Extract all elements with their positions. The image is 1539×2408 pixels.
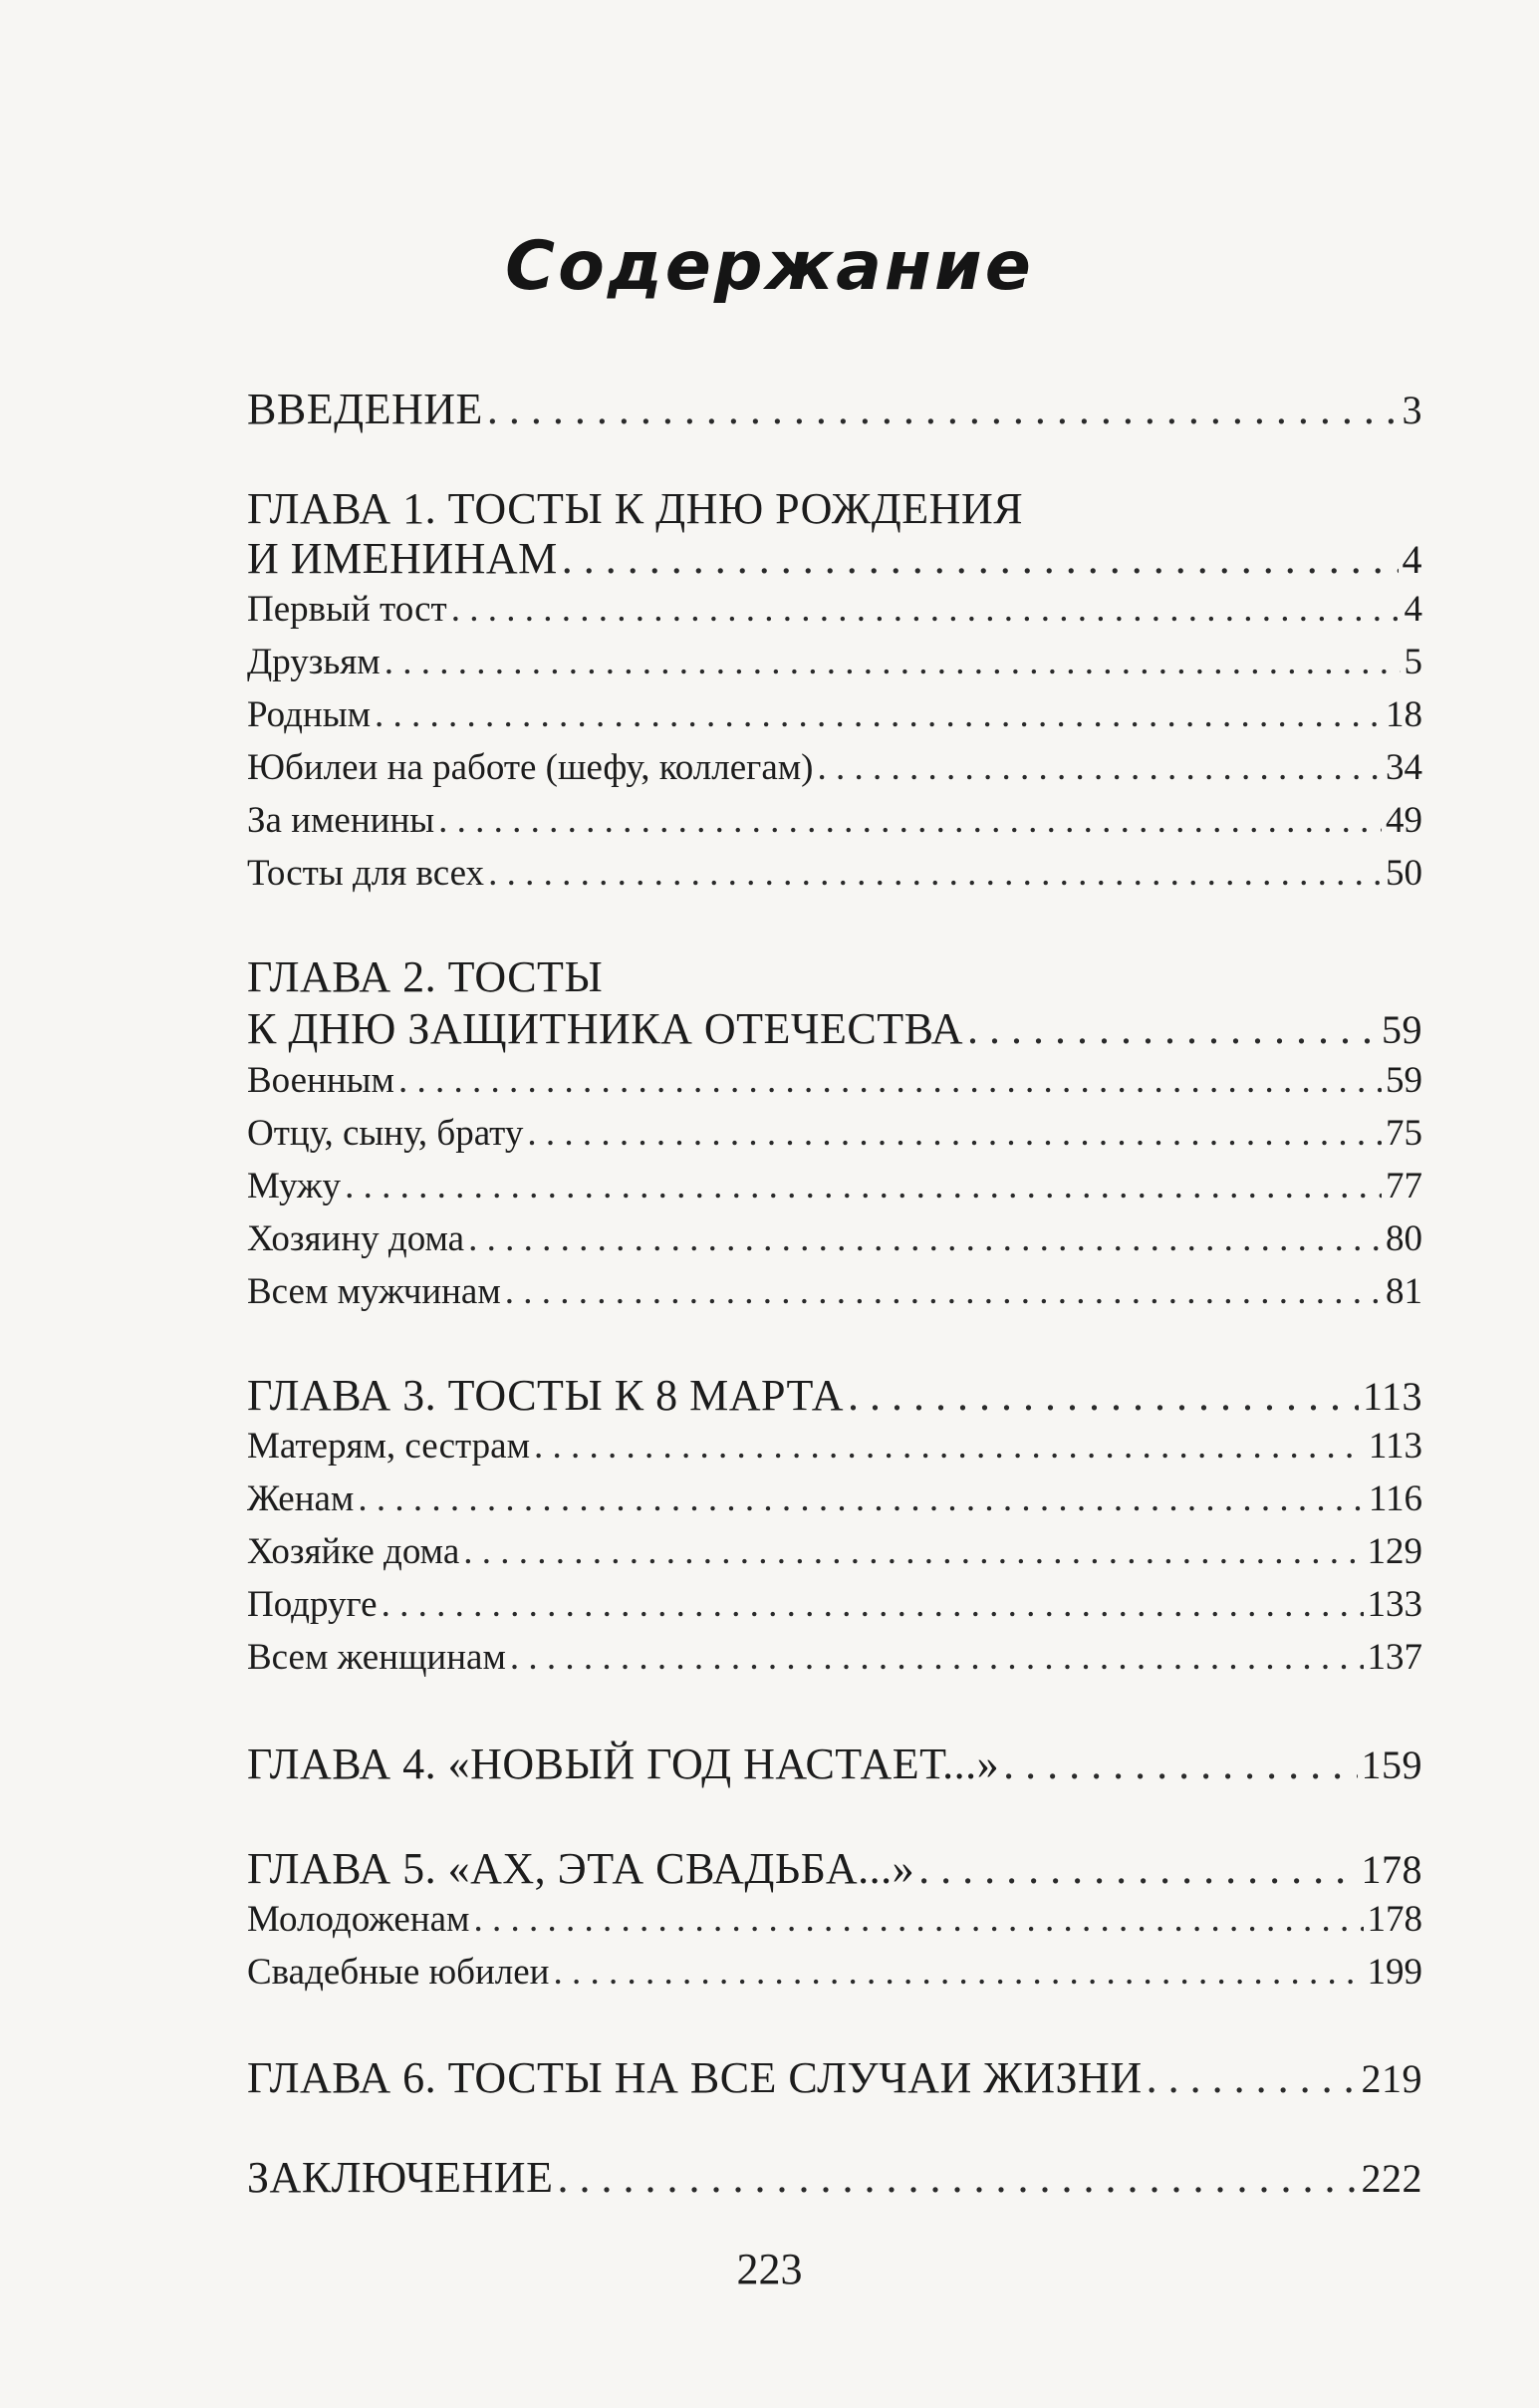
toc-entry[interactable] (247, 1636, 1422, 1679)
entry-page: 3 (1402, 388, 1422, 432)
entry-label: Всем женщинам (247, 1637, 506, 1678)
entry-page: 113 (1362, 1374, 1422, 1419)
entry-label: Родным (247, 694, 371, 735)
dot-leader (510, 1636, 1364, 1679)
entry-label: Молодоженам (247, 1899, 470, 1940)
entry-label: Подруге (247, 1584, 378, 1625)
entry-page: 137 (1367, 1637, 1422, 1678)
entry-page: 4 (1404, 589, 1422, 630)
entry-label: К ДНЮ ЗАЩИТНИКА ОТЕЧЕСТВА (247, 1004, 963, 1053)
dot-leader (463, 1530, 1363, 1573)
entry-label: ВВЕДЕНИЕ (247, 385, 483, 433)
toc-entry-chapter-6[interactable] (247, 2052, 1422, 2103)
dot-leader (468, 1217, 1382, 1260)
toc-entry-conclusion[interactable] (247, 2152, 1422, 2203)
entry-page: 77 (1386, 1166, 1422, 1206)
toc-entry[interactable] (247, 1270, 1422, 1313)
toc-entry[interactable] (247, 1165, 1422, 1207)
entry-label: За именины (247, 800, 435, 841)
dot-leader (345, 1165, 1382, 1207)
toc-entry[interactable] (247, 693, 1422, 736)
toc-entry[interactable] (247, 799, 1422, 842)
page-number: 223 (736, 2245, 803, 2293)
entry-page: 18 (1386, 694, 1422, 735)
entry-label: Мужу (247, 1166, 342, 1206)
dot-leader (451, 588, 1401, 631)
entry-page: 34 (1386, 747, 1422, 788)
entry-label: Всем мужчинам (247, 1271, 501, 1312)
dot-leader (562, 533, 1399, 584)
dot-leader (918, 1843, 1357, 1894)
dot-leader (848, 1370, 1359, 1421)
entry-label: ГЛАВА 6. ТОСТЫ НА ВСЕ СЛУЧАИ ЖИЗНИ (247, 2053, 1143, 2102)
entry-page: 178 (1361, 1847, 1422, 1892)
entry-page: 49 (1386, 800, 1422, 841)
entry-label: Женам (247, 1478, 355, 1519)
entry-page: 178 (1367, 1899, 1422, 1940)
entry-label: Военным (247, 1060, 394, 1101)
entry-page: 81 (1386, 1271, 1422, 1312)
entry-page: 80 (1386, 1218, 1422, 1259)
entry-label: Свадебные юбилеи (247, 1952, 550, 1993)
entry-page: 59 (1386, 1060, 1422, 1101)
entry-page: 116 (1368, 1478, 1422, 1519)
entry-label: Первый тост (247, 589, 447, 630)
entry-label: ЗАКЛЮЧЕНИЕ (247, 2153, 554, 2202)
entry-page: 199 (1367, 1952, 1422, 1993)
entry-label: Отцу, сыну, брату (247, 1113, 524, 1154)
entry-label: ГЛАВА 5. «АХ, ЭТА СВАДЬБА...» (247, 1844, 915, 1893)
dot-leader (382, 1583, 1364, 1626)
toc-entry[interactable] (247, 641, 1422, 683)
toc-entry-chapter-5[interactable] (247, 1843, 1422, 1894)
entry-label: ГЛАВА 4. «НОВЫЙ ГОД НАСТАЕТ...» (247, 1739, 1000, 1788)
toc-entry[interactable] (247, 588, 1422, 631)
entry-page: 133 (1367, 1584, 1422, 1625)
page-title: Содержание (505, 227, 1034, 306)
toc-chapter-title-line: ГЛАВА 1. ТОСТЫ К ДНЮ РОЖДЕНИЯ (247, 484, 1024, 533)
toc-entry[interactable] (247, 1583, 1422, 1626)
entry-page: 219 (1361, 2056, 1422, 2101)
entry-label: И ИМЕНИНАМ (247, 534, 558, 583)
toc-entry-chapter-1[interactable] (247, 533, 1422, 584)
toc-entry[interactable] (247, 746, 1422, 789)
toc-entry-intro[interactable] (247, 384, 1422, 434)
entry-page: 113 (1368, 1426, 1422, 1467)
toc-entry-chapter-2[interactable] (247, 1003, 1422, 1054)
dot-leader (487, 384, 1399, 434)
dot-leader (557, 2152, 1357, 2203)
entry-page: 50 (1386, 853, 1422, 894)
toc-entry-chapter-4[interactable] (247, 1739, 1422, 1789)
dot-leader (527, 1112, 1382, 1155)
toc-entry[interactable] (247, 1898, 1422, 1941)
dot-leader (488, 852, 1382, 895)
toc-entry[interactable] (247, 1951, 1422, 1994)
dot-leader (438, 799, 1382, 842)
entry-label: Юбилеи на работе (шефу, коллегам) (247, 747, 814, 788)
toc-chapter-title-line: ГЛАВА 2. ТОСТЫ (247, 952, 604, 1001)
entry-page: 5 (1404, 642, 1422, 682)
entry-label: Тосты для всех (247, 853, 485, 894)
dot-leader (375, 693, 1382, 736)
dot-leader (534, 1425, 1365, 1468)
dot-leader (505, 1270, 1382, 1313)
dot-leader (1003, 1739, 1357, 1789)
entry-label: Друзьям (247, 642, 381, 682)
dot-leader (398, 1059, 1382, 1102)
entry-page: 4 (1402, 537, 1422, 582)
dot-leader (818, 746, 1383, 789)
entry-page: 129 (1367, 1531, 1422, 1572)
dot-leader (553, 1951, 1363, 1994)
toc-entry[interactable] (247, 1112, 1422, 1155)
entry-page: 75 (1386, 1113, 1422, 1154)
dot-leader (358, 1477, 1365, 1520)
dot-leader (473, 1898, 1363, 1941)
entry-label: Хозяйке дома (247, 1531, 460, 1572)
toc-entry[interactable] (247, 1425, 1422, 1468)
toc-entry[interactable] (247, 1059, 1422, 1102)
dot-leader (1147, 2052, 1358, 2103)
toc-entry[interactable] (247, 1530, 1422, 1573)
toc-entry-chapter-3[interactable] (247, 1370, 1422, 1421)
toc-entry[interactable] (247, 1217, 1422, 1260)
entry-label: Хозяину дома (247, 1218, 465, 1259)
dot-leader (385, 641, 1401, 683)
toc-entry[interactable] (247, 1477, 1422, 1520)
entry-label: Матерям, сестрам (247, 1426, 530, 1467)
toc-entry[interactable] (247, 852, 1422, 895)
entry-page: 159 (1361, 1742, 1422, 1787)
entry-page: 59 (1382, 1007, 1422, 1052)
entry-label: ГЛАВА 3. ТОСТЫ К 8 МАРТА (247, 1371, 845, 1420)
entry-page: 222 (1361, 2156, 1422, 2201)
dot-leader (967, 1003, 1378, 1054)
